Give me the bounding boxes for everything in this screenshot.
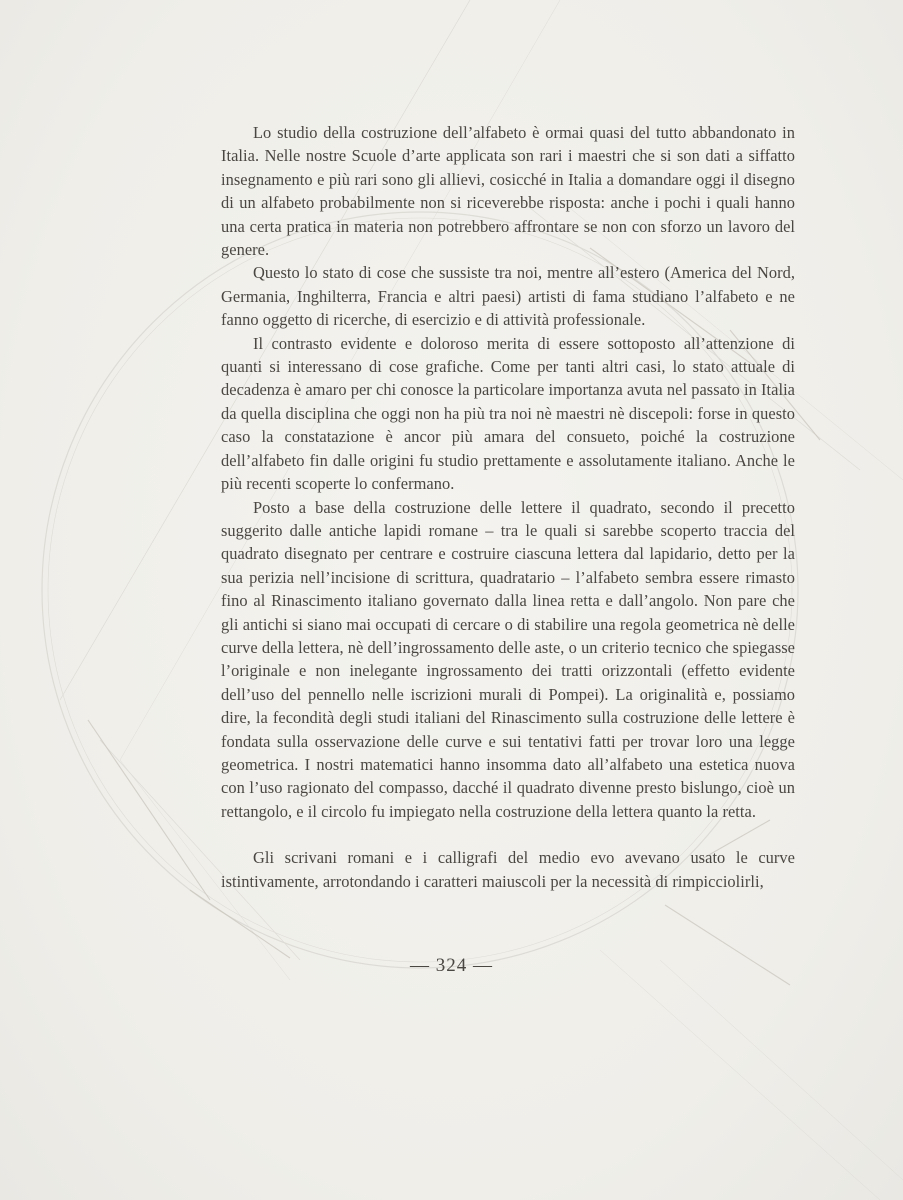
paragraph-1: Lo studio della costruzione dell’alfabeto è ormai quasi del tutto abbandonato in Italia. Nelle nostre Scuole d’arte applicata son rari i maestri che si son dati a siffatto insegnamento e più rari sono gli allievi, cosicché in Italia a domandare oggi il disegno di un alfabeto probabilmente non si riceverebbe risposta: anche i pochi i quali hanno una certa pratica in materia non potrebbero affrontare se non con sforzo un lavoro del genere. <box>221 123 795 260</box>
paragraph-3: Il contrasto evidente e doloroso merita di essere sottoposto all’attenzione di quanti si interessano di cose grafiche. Come per tanti altri casi, lo stato attuale di decadenza è amaro per chi conosce la particolare importanza avuta nel passato in Italia da quella disciplina che oggi non ha più tra noi nè maestri nè discepoli: forse in questo caso la constatazione è ancor più amara del consueto, poiché la costruzione dell’alfabeto fin dalle origini fu studio prettamente e assolutamente italiano. Anche le più recenti scoperte lo confermano. <box>221 333 795 494</box>
paragraph-5: Gli scrivani romani e i calligrafi del medio evo avevano usato le curve istintivamente, arrotondando i caratteri maiuscoli per la necessità di rimpicciolirli, <box>221 848 795 891</box>
paragraph-4: Posto a base della costruzione delle lettere il quadrato, secondo il precetto suggerito dalle antiche lapidi romane – tra le quali si sarebbe scoperto traccia del quadrato disegnato per centrare e costruire ciascuna lettera dal lapidario, detto per la sua perizia nell’incisione di scrittura, quadratario – l’alfabeto sembra essere rimasto fino al Rinascimento italiano governato dalla linea retta e dall’angolo. Non pare che gli antichi si siano mai occupati di cercare o di stabilire una regola geometrica nè delle curve della lettera, nè dell’ingrossamento delle aste, o un criterio tecnico che spiegasse l’originale e non inelegante ingrossamento dei tratti orizzontali (effetto evidente dell’uso del pennello nelle iscrizioni murali di Pompei). La originalità e, possiamo dire, la fecondità degli studi italiani del Rinascimento sulla costruzione delle lettere è fondata sulla osservazione delle curve e sui tentativi fatti per trovar loro una legge geometrica. I nostri matematici hanno insomma dato all’alfabeto una estetica nuova con l’uso ragionato del compasso, dacché il quadrato divenne presto bislungo, cioè un rettangolo, e il circolo fu impiegato nella costruzione della lettera quanto la retta. <box>221 497 795 821</box>
paragraph-2: Questo lo stato di cose che sussiste tra noi, mentre all’estero (America del Nord, Germania, Inghilterra, Francia e altri paesi) artisti di fama studiano l’alfabeto e ne fanno oggetto di ricerche, di esercizio e di attività professionale. <box>221 263 795 330</box>
page-number: — 324 — <box>410 955 493 976</box>
body-text <box>221 121 795 893</box>
